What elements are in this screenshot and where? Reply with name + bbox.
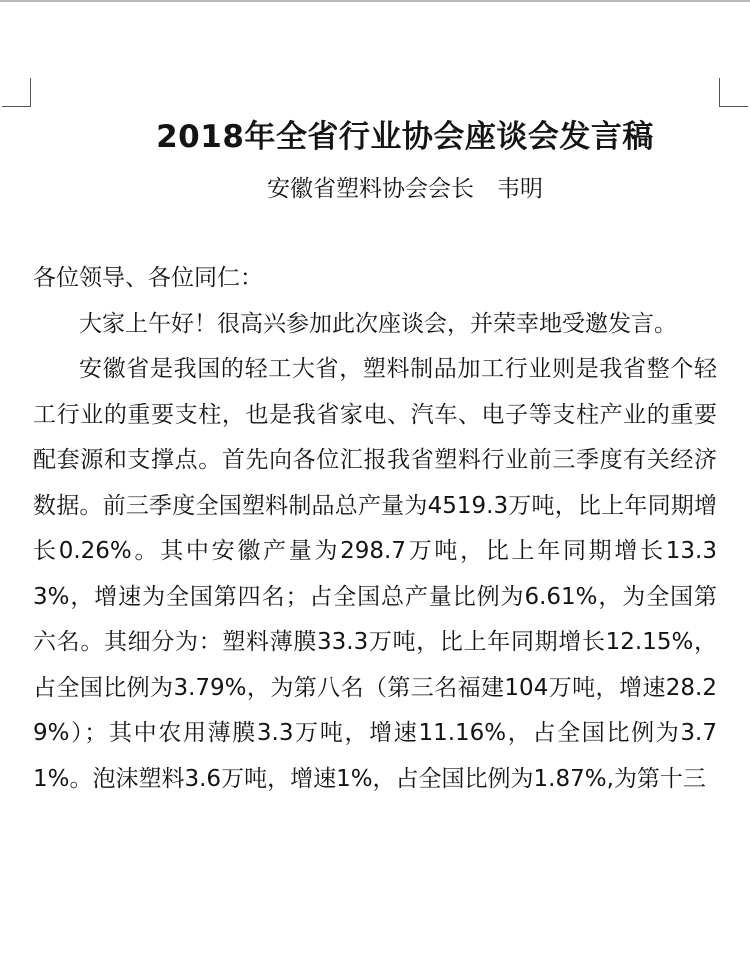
- document-body: [33, 256, 717, 802]
- document-author: 安徽省塑料协会会长 韦明: [267, 176, 543, 202]
- margin-corner-mark-right: [719, 78, 748, 107]
- document-page: [33, 110, 717, 802]
- margin-corner-mark-left: [2, 78, 31, 107]
- document-title: 2018年全省行业协会座谈会发言稿: [156, 119, 654, 155]
- paragraph-industry-report: 安徽省是我国的轻工大省，塑料制品加工行业则是我省整个轻工行业的重要支柱，也是我省家电、汽车、电子等支柱产业的重要配套源和支撑点。首先向各位汇报我省塑料行业前三季度有关经济数据。前三季度全国塑料制品总产量为4519.3万吨，比上年同期增长0.26%。其中安徽产量为298.7万吨，比上年同期增长13.33%，增速为全国第四名；占全国总产量比例为6.61%，为全国第六名。其细分为：塑料薄膜33.3万吨，比上年同期增长12.15%，占全国比例为3.79%，为第八名（第三名福建104万吨，增速28.29%）；其中农用薄膜3.3万吨，增速11.16%，占全国比例为3.71%。泡沫塑料3.6万吨，增速1%，占全国比例为1.87%,为第十三: [33, 356, 717, 792]
- paragraph-greeting: 大家上午好！很高兴参加此次座谈会，并荣幸地受邀发言。: [79, 310, 677, 337]
- page-top-edge: [0, 0, 750, 2]
- salutation: 各位领导、各位同仁：: [33, 265, 263, 291]
